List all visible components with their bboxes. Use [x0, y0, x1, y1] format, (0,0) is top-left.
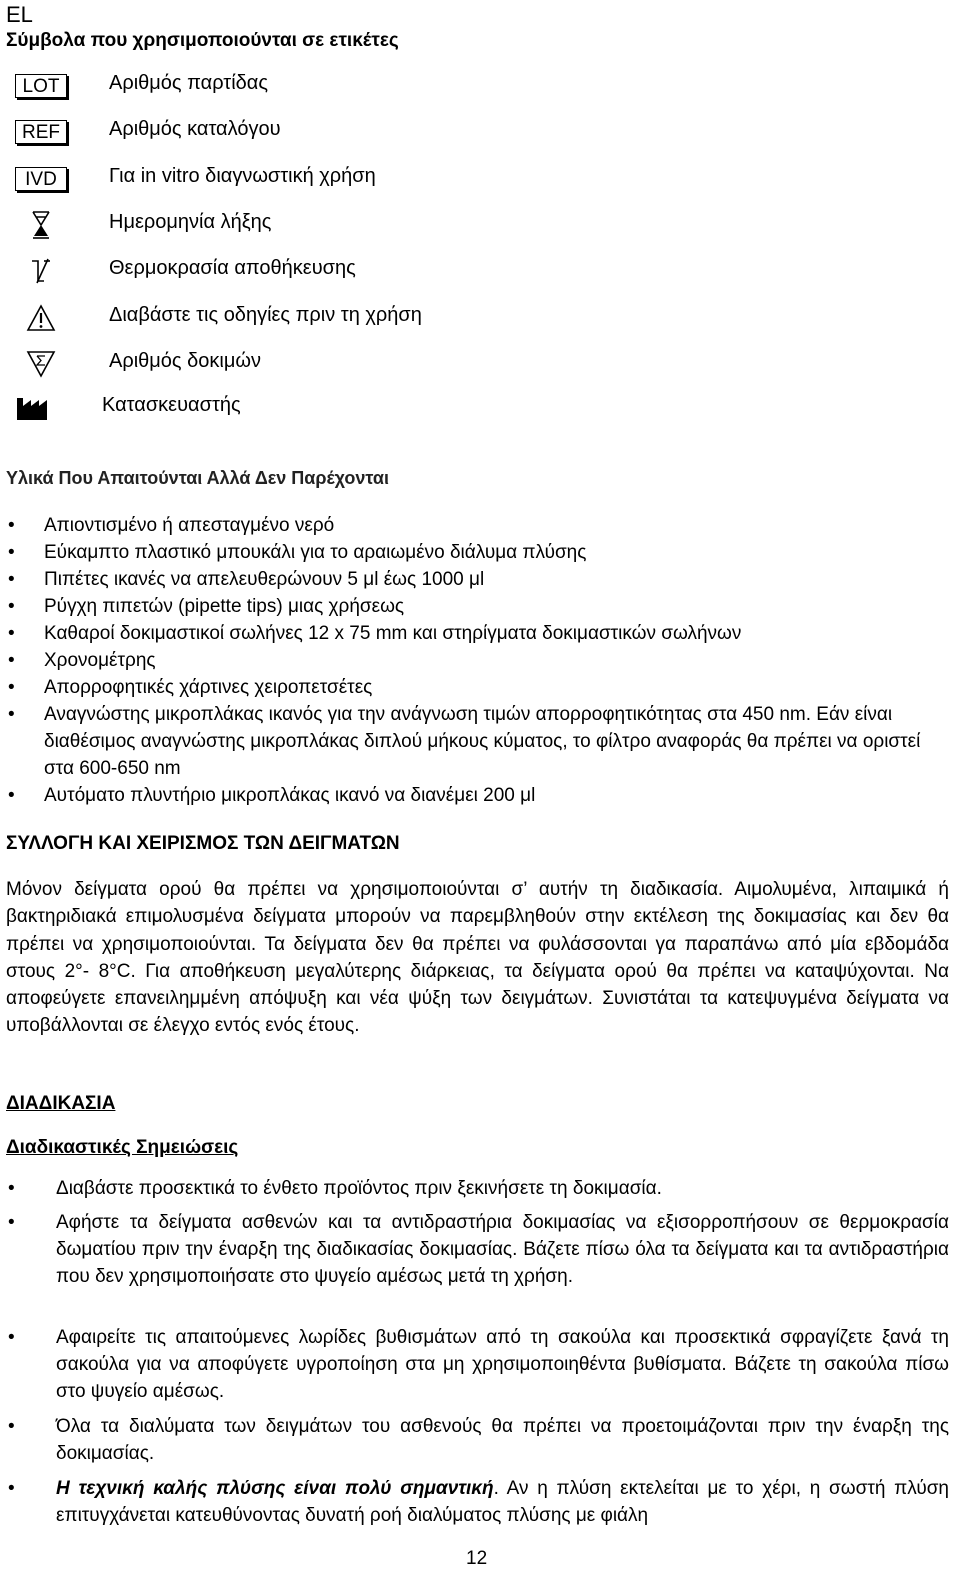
bullet: • — [8, 596, 15, 617]
symbol-row-lot — [0, 70, 600, 104]
bullet: • — [8, 1178, 15, 1199]
symbol-row-warning — [0, 302, 600, 336]
ref-code: REF — [15, 120, 67, 144]
materials-heading: Υλικά Που Απαιτούνται Αλλά Δεν Παρέχονται — [6, 468, 389, 488]
symbol-label: Αριθμός δοκιμών — [109, 350, 261, 372]
factory-icon — [4, 392, 62, 424]
bullet: • — [8, 542, 15, 563]
bullet: • — [8, 569, 15, 590]
bullet: • — [8, 650, 15, 671]
ivd-box-icon — [12, 163, 70, 195]
sigma-triangle-icon — [12, 348, 70, 380]
bullet: • — [8, 1212, 15, 1233]
lot-box-icon — [12, 70, 70, 102]
symbol-row-temperature — [0, 255, 600, 289]
hourglass-icon — [12, 209, 70, 241]
warning-triangle-icon — [12, 302, 70, 334]
symbol-label: Αριθμός παρτίδας — [109, 72, 268, 94]
symbol-label: Ημερομηνία λήξης — [109, 211, 272, 233]
page-number: 12 — [466, 1548, 488, 1569]
language-code: EL — [6, 2, 33, 27]
procedure-heading: ΔΙΑΔΙΚΑΣΙΑ — [6, 1093, 116, 1114]
document-page: EL Σύμβολα που χρησιμοποιούνται σε ετικέτες LOT Αριθμός παρτίδας REF Αριθμός καταλόγου IVD Για in vitro διαγνωστική χρήση Ημερομηνία λήξης Θερμοκρασία αποθήκευσης Διαβάστε τις οδηγίες πριν τη χρήση Αριθμός δοκιμών Κατασκευαστής Υλικά Που Απαιτούνται Αλλά Δεν Παρέχονται • Απιοντισμένο ή απεσταγμένο νερό • Εύκαμπτο πλαστικό μπουκάλι για το αραιωμένο διάλυμα πλύσης • Πιπέτες ικανές να απελευθερώνουν 5 μl έως 1000 μl • Ρύγχη πιπετών (pipette tips) μιας χρήσεως • Καθαροί δοκιμαστικοί σωλήνες 12 x 75 mm και στηρίγματα δοκιμαστικών σωλήνων • Χρονομέτρης • Απορροφητικές χάρτινες χειροπετσέτες • Αναγνώστης μικροπλάκας ικανός για την ανάγνωση τιμών απορροφητικότητας στα 450 nm. Εάν είναι διαθέσιμος αναγνώστης μικροπλάκας διπλού μήκους κύματος, το φίλτρο αναφοράς θα πρέπει να οριστεί στα 600-650 nm • Αυτόματο πλυντήριο μικροπλάκας ικανό να διανέμει 200 μl ΣΥΛΛΟΓΗ ΚΑΙ ΧΕΙΡΙΣΜΟΣ ΤΩΝ ΔΕΙΓΜΑΤΩΝ Μόνον δείγματα ορού θα πρέπει να χρησιμοποιούνται σ’ αυτήν τη διαδικασία. Αιμολυμένα, λιπαιμικά ή βακτηριδιακά επιμολυσμένα δείγματα μπορούν να παρεμβληθούν στην εκτέλεση της δοκιμασίας και δεν θα πρέπει να χρησιμοποιούνται. Τα δείγματα δεν θα πρέπει να φυλάσσονται γα παραπάνω από μία εβδομάδα στους 2°- 8°C. Για αποθήκευση μεγαλύτερης διάρκειας, τα δείγματα ορού θα πρέπει να καταψύχονται. Να αποφεύγετε επανειλημμένη απόψυξη και νέα ψύξη των δειγμάτων. Συνιστάται τα κατεψυγμένα δείγματα να υποβάλλονται σε έλεγχο εντός ενός έτους. ΔΙΑΔΙΚΑΣΙΑ Διαδικαστικές Σημειώσεις • Διαβάστε προσεκτικά το ένθετο προϊόντος πριν ξεκινήσετε τη δοκιμασία. • Αφήστε τα δείγματα ασθενών και τα αντιδραστήρια δοκιμασίας να εξισορροπήσουν σε θερμοκρασία δωματίου πριν την έναρξη της διαδικασίας δοκιμασίας. Βάζετε πίσω όλα τα δείγματα και τα αντιδραστήρια που δεν χρησιμοποιήσατε στο ψυγείο αμέσως μετά τη χρήση. • Αφαιρείτε τις απαιτούμενες λωρίδες βυθισμάτων από τη σακούλα και προσεκτικά σφραγίζετε ξανά τη σακούλα για να αποφύγετε υγροποίηση στα μη χρησιμοποιηθέντα βυθίσματα. Βάζετε τη σακούλα πίσω στο ψυγείο αμέσως. • Όλα τα διαλύματα των δειγμάτων του ασθενούς θα πρέπει να προετοιμάζονται πριν την έναρξη της δοκιμασίας. • Η τεχνική καλής πλύσης είναι πολύ σημαντική. Αν η πλύση εκτελείται με το χέρι, η σωστή πλύση επιτυγχάνεται κατευθύνοντας δυνατή ροή διαλύματος πλύσης με φιάλη 12 — [0, 0, 960, 1581]
bullet: • — [8, 623, 15, 644]
list-item-text: Η τεχνική καλής πλύσης είναι πολύ σημαντική. Αν η πλύση εκτελείται με το χέρι, η σωστή πλύση επιτυγχάνεται κατευθύνοντας δυνατή ροή διαλύματος πλύσης με φιάλη — [56, 1478, 949, 1526]
bullet: • — [8, 1327, 15, 1348]
bullet: • — [8, 785, 15, 806]
bullet: • — [8, 1478, 15, 1499]
symbol-label: Θερμοκρασία αποθήκευσης — [109, 257, 356, 279]
symbol-row-ref — [0, 116, 600, 150]
symbol-label: Για in vitro διαγνωστική χρήση — [109, 165, 376, 187]
bullet: • — [8, 1416, 15, 1437]
symbol-row-tests — [0, 348, 600, 382]
symbol-label: Διαβάστε τις οδηγίες πριν τη χρήση — [109, 304, 422, 326]
procedure-subheading: Διαδικαστικές Σημειώσεις — [6, 1137, 239, 1158]
bullet: • — [8, 515, 15, 536]
emphasis-text: Η τεχνική καλής πλύσης είναι πολύ σημαντική — [56, 1478, 494, 1499]
symbol-row-expiry — [0, 209, 600, 243]
bullet: • — [8, 677, 15, 698]
collection-heading: ΣΥΛΛΟΓΗ ΚΑΙ ΧΕΙΡΙΣΜΟΣ ΤΩΝ ΔΕΙΓΜΑΤΩΝ — [6, 833, 400, 854]
thermometer-icon — [12, 255, 70, 287]
symbol-label: Κατασκευαστής — [102, 394, 241, 416]
symbol-row-manufacturer — [0, 392, 600, 426]
symbol-label: Αριθμός καταλόγου — [109, 118, 281, 140]
bullet: • — [8, 704, 15, 725]
lot-code: LOT — [15, 74, 67, 98]
symbol-row-ivd — [0, 163, 600, 197]
collection-paragraph: Μόνον δείγματα ορού θα πρέπει να χρησιμοποιούνται σ’ αυτήν τη διαδικασία. Αιμολυμένα, λιπαιμικά ή βακτηριδιακά επιμολυσμένα δείγματα μπορούν να παρεμβληθούν στην εκτέλεση της δοκιμασίας και δεν θα πρέπει να χρησιμοποιούνται. Τα δείγματα δεν θα πρέπει να φυλάσσονται γα παραπάνω από μία εβδομάδα στους 2°- 8°C. Για αποθήκευση μεγαλύτερης διάρκειας, τα δείγματα ορού θα πρέπει να καταψύχονται. Να αποφεύγετε επανειλημμένη απόψυξη και νέα ψύξη των δειγμάτων. Συνιστάται τα κατεψυγμένα δείγματα να υποβάλλονται σε έλεγχο εντός ενός έτους. — [6, 879, 949, 1037]
symbols-heading: Σύμβολα που χρησιμοποιούνται σε ετικέτες — [6, 30, 399, 51]
ivd-code: IVD — [15, 167, 67, 191]
ref-box-icon — [12, 116, 70, 148]
